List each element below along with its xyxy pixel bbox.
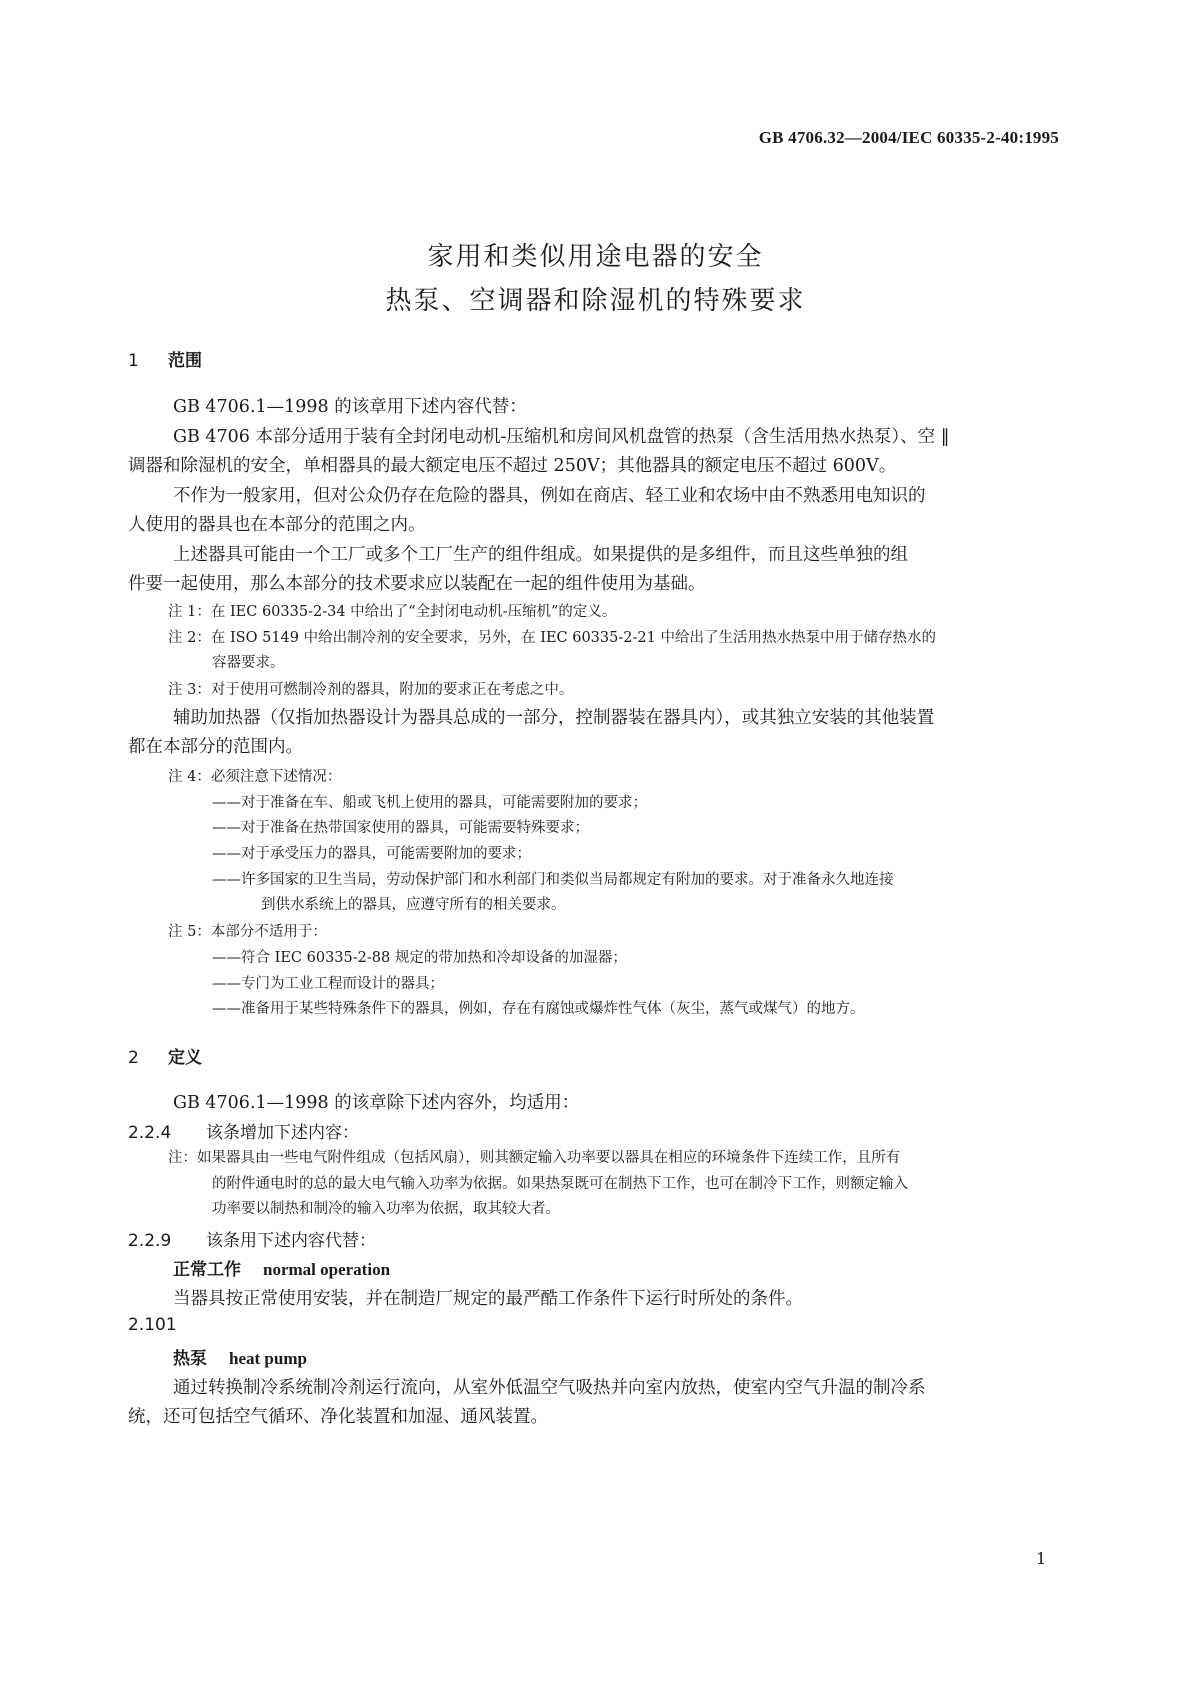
term-chinese: 正常工作 — [173, 1260, 241, 1280]
clause-2-101 — [128, 1315, 206, 1335]
clause-2-2-9 — [128, 1226, 376, 1251]
note: 注 2：在 ISO 5149 中给出制冷剂的安全要求，另外，在 IEC 60335-2-21 中给出了生活用热水热泵中用于储存热水的 — [168, 630, 936, 646]
term-definition: 统，还可包括空气循环、净化装置和加湿、通风装置。 — [128, 1407, 548, 1427]
page-number: 1 — [1036, 1549, 1047, 1568]
clause-number: 2.2.4 — [128, 1123, 172, 1143]
section-title: 定义 — [168, 1048, 202, 1068]
paragraph: 辅助加热器（仅指加热器设计为器具总成的一部分，控制器装在器具内），或其独立安装的其他装置 — [173, 708, 935, 728]
clause-number: 2.101 — [128, 1315, 177, 1335]
list-item: 到供水系统上的器具，应遵守所有的相关要求。 — [261, 897, 566, 913]
note: 功率要以制热和制冷的输入功率为依据，取其较大者。 — [212, 1201, 560, 1217]
paragraph: 人使用的器具也在本部分的范围之内。 — [128, 515, 426, 535]
title-line-1: 家用和类似用途电器的安全 — [427, 242, 764, 272]
paragraph: 上述器具可能由一个工厂或多个工厂生产的组件组成。如果提供的是多组件，而且这些单独的组 — [173, 545, 908, 565]
term-chinese: 热泵 — [173, 1349, 207, 1369]
paragraph: GB 4706 本部分适用于装有全封闭电动机-压缩机和房间风机盘管的热泵（含生活用热水热泵）、空 ‖ — [173, 427, 950, 447]
clause-2-2-4 — [128, 1118, 359, 1143]
term-english: heat pump — [229, 1349, 307, 1368]
clause-number: 2.2.9 — [128, 1231, 172, 1251]
note: 注 4：必须注意下述情况： — [168, 769, 342, 785]
paragraph: 调器和除湿机的安全，单相器具的最大额定电压不超过 250V；其他器具的额定电压不超过 600V。 — [128, 456, 897, 476]
note: 注 3：对于使用可燃制冷剂的器具，附加的要求正在考虑之中。 — [168, 682, 574, 698]
section-number: 2 — [128, 1048, 139, 1068]
note: 注 5：本部分不适用于： — [168, 924, 327, 940]
title-line-2: 热泵、空调器和除湿机的特殊要求 — [385, 286, 806, 316]
list-item: ——专门为工业工程而设计的器具； — [212, 976, 444, 992]
list-item: ——准备用于某些特殊条件下的器具，例如，存在有腐蚀或爆炸性气体（灰尘，蒸气或煤气）的地方。 — [212, 1001, 865, 1017]
clause-text: 该条增加下述内容： — [206, 1123, 359, 1143]
paragraph: GB 4706.1—1998 的该章除下述内容外，均适用： — [173, 1093, 580, 1113]
paragraph: GB 4706.1—1998 的该章用下述内容代替： — [173, 397, 527, 417]
note: 容器要求。 — [212, 655, 285, 671]
section-title: 范围 — [168, 351, 202, 371]
list-item: ——对于准备在热带国家使用的器具，可能需要特殊要求； — [212, 820, 589, 836]
list-item: ——符合 IEC 60335-2-88 规定的带加热和冷却设备的加湿器； — [212, 950, 627, 966]
term-definition: 当器具按正常使用安装，并在制造厂规定的最严酷工作条件下运行时所处的条件。 — [173, 1289, 803, 1309]
note: 注 1：在 IEC 60335-2-34 中给出了“全封闭电动机-压缩机”的定义。 — [168, 604, 617, 620]
paragraph: 都在本部分的范围内。 — [128, 737, 303, 757]
term-english: normal operation — [263, 1260, 391, 1279]
paragraph: 件要一起使用，那么本部分的技术要求应以装配在一起的组件使用为基础。 — [128, 574, 706, 594]
clause-text: 该条用下述内容代替： — [206, 1231, 376, 1251]
term-normal-operation — [173, 1255, 390, 1280]
term-definition: 通过转换制冷系统制冷剂运行流向，从室外低温空气吸热并向室内放热，使室内空气升温的制冷系 — [173, 1378, 926, 1398]
section-2-heading — [128, 1043, 202, 1068]
note: 的附件通电时的总的最大电气输入功率为依据。如果热泵既可在制热下工作，也可在制冷下工作，则额定输入 — [212, 1176, 908, 1192]
note: 注：如果器具由一些电气附件组成（包括风扇），则其额定输入功率要以器具在相应的环境条件下连续工作，且所有 — [168, 1150, 901, 1166]
list-item: ——许多国家的卫生当局，劳动保护部门和水利部门和类似当局都规定有附加的要求。对于准备永久地连接 — [212, 872, 894, 888]
list-item: ——对于承受压力的器具，可能需要附加的要求； — [212, 846, 531, 862]
section-number: 1 — [128, 351, 139, 371]
list-item: ——对于准备在车、船或飞机上使用的器具，可能需要附加的要求； — [212, 795, 647, 811]
standard-number-header: GB 4706.32—2004/IEC 60335-2-40:1995 — [758, 128, 1059, 147]
term-heat-pump — [173, 1344, 307, 1369]
paragraph: 不作为一般家用，但对公众仍存在危险的器具，例如在商店、轻工业和农场中由不熟悉用电知识的 — [173, 486, 926, 506]
section-1-heading — [128, 346, 202, 371]
